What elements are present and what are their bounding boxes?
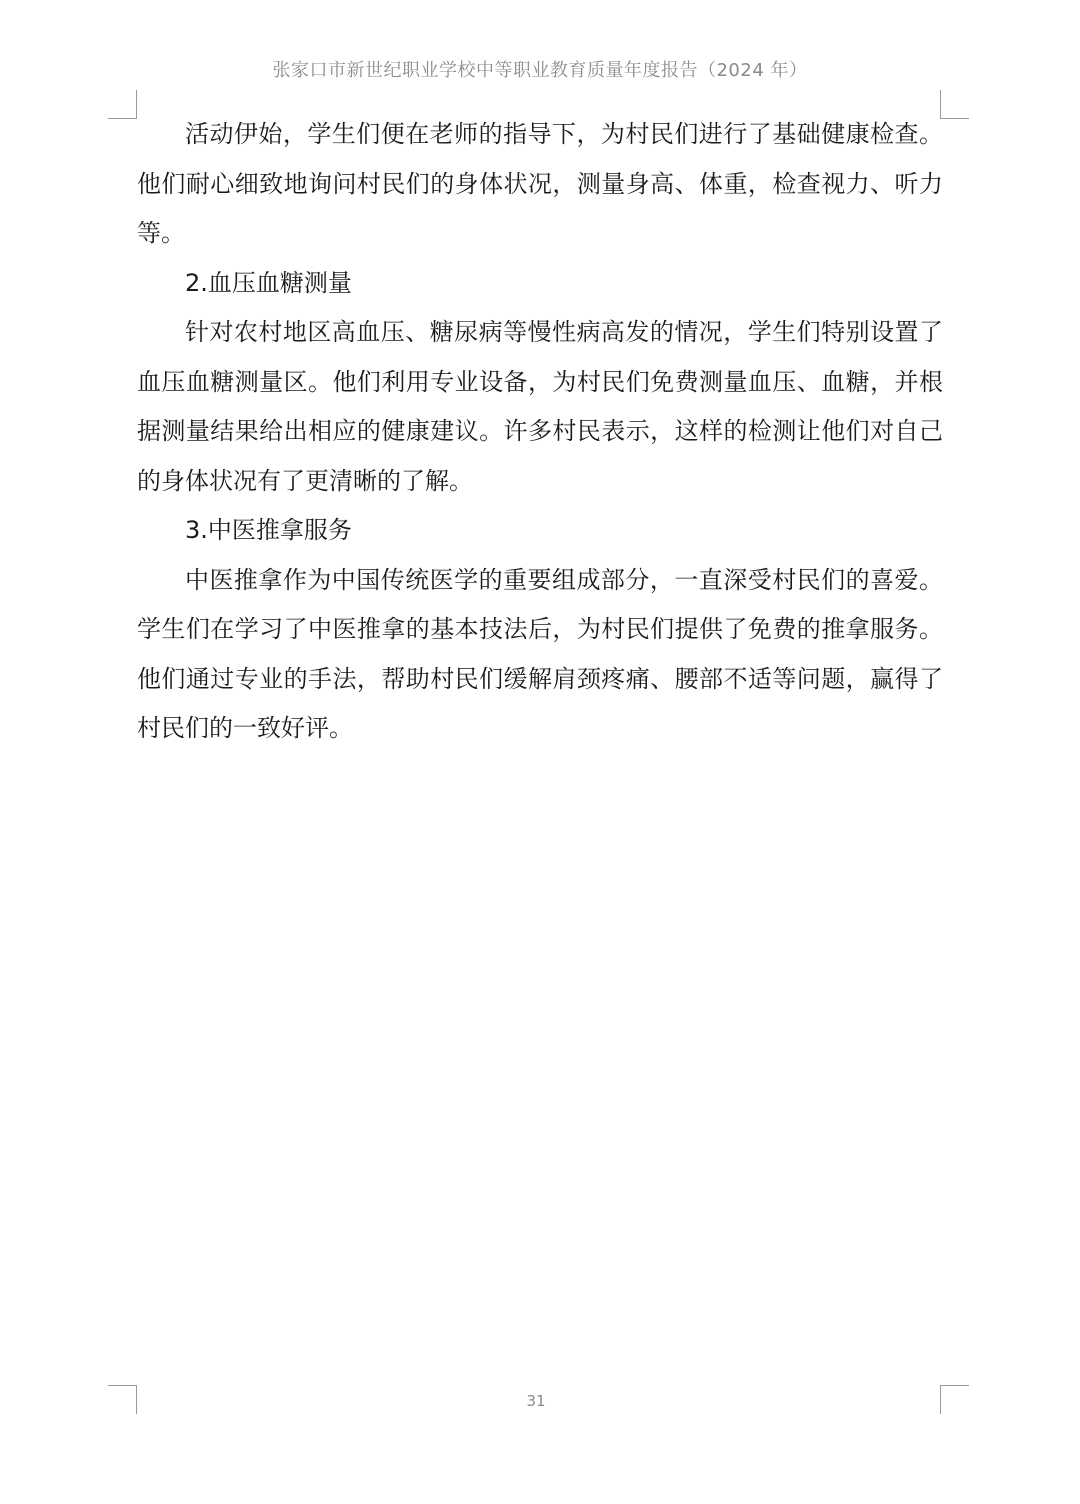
section-heading: 2.血压血糖测量 [185,268,352,297]
body-paragraph: 活动伊始，学生们便在老师的指导下，为村民们进行了基础健康检查。他们耐心细致地询问村民们的身体状况，测量身高、体重，检查视力、听力等。 [137,120,943,247]
crop-mark-top-left [108,90,137,119]
body-paragraph: 中医推拿作为中国传统医学的重要组成部分，一直深受村民们的喜爱。学生们在学习了中医推拿的基本技法后，为村民们提供了免费的推拿服务。他们通过专业的手法，帮助村民们缓解肩颈疼痛、腰部不适等问题，赢得了村民们的一致好评。 [137,565,943,742]
page-body [137,110,943,754]
crop-mark-top-right [940,90,969,119]
section-heading: 3.中医推拿服务 [185,516,352,544]
page-number: 31 [526,1392,546,1410]
running-header: 张家口市新世纪职业学校中等职业教育质量年度报告（2024 年） [272,60,808,81]
body-paragraph: 针对农村地区高血压、糖尿病等慢性病高发的情况，学生们特别设置了血压血糖测量区。他们利用专业设备，为村民们免费测量血压、血糖，并根据测量结果给出相应的健康建议。许多村民表示，这样的检测让他们对自己的身体状况有了更清晰的了解。 [137,318,943,495]
